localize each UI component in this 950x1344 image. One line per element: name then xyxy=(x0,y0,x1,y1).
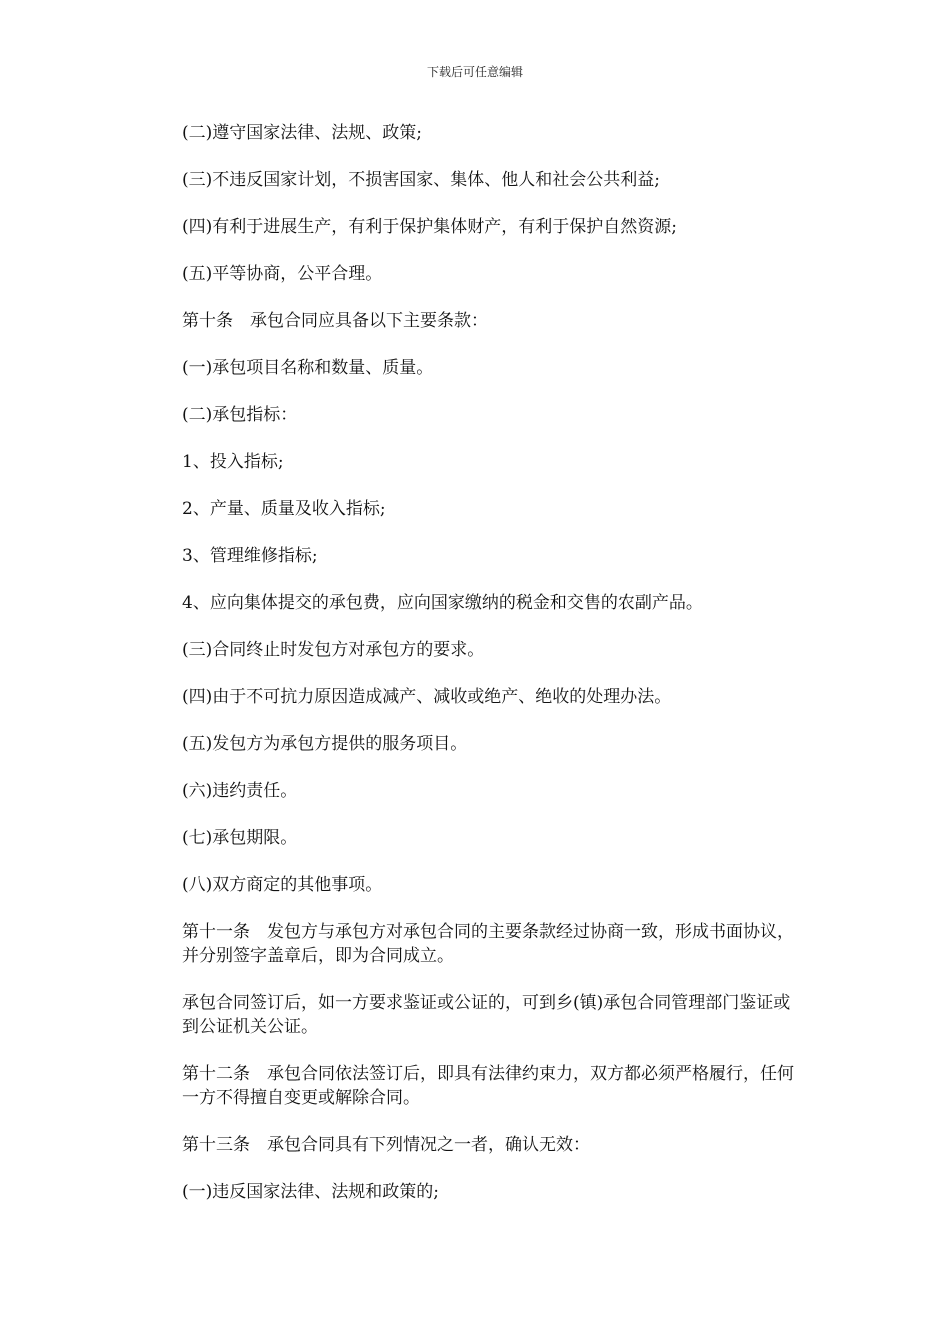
clause-item: (三)不违反国家计划，不损害国家、集体、他人和社会公共利益; xyxy=(182,170,660,190)
article-paragraph: 承包合同签订后，如一方要求鉴证或公证的，可到乡(镇)承包合同管理部门鉴证或到公证机关公证。 xyxy=(182,993,791,1037)
clause-item: (六)违约责任。 xyxy=(182,781,298,801)
sub-item: 4、应向集体提交的承包费，应向国家缴纳的税金和交售的农副产品。 xyxy=(182,593,703,613)
clause-item: (一)承包项目名称和数量、质量。 xyxy=(182,358,434,378)
clause-item: (四)由于不可抗力原因造成减产、减收或绝产、绝收的处理办法。 xyxy=(182,687,672,707)
page-header: 下载后可任意编辑 xyxy=(426,65,523,79)
article-paragraph: 第十一条 发包方与承包方对承包合同的主要条款经过协商一致，形成书面协议，并分别签字盖章后，即为合同成立。 xyxy=(182,922,794,966)
clause-item: (五)平等协商，公平合理。 xyxy=(182,264,383,284)
clause-item: (一)违反国家法律、法规和政策的; xyxy=(182,1182,439,1202)
clause-item: (七)承包期限。 xyxy=(182,828,298,848)
clause-item: (五)发包方为承包方提供的服务项目。 xyxy=(182,734,468,754)
article-heading: 第十三条 承包合同具有下列情况之一者，确认无效： xyxy=(182,1135,590,1155)
clause-item: (四)有利于进展生产，有利于保护集体财产，有利于保护自然资源; xyxy=(182,217,677,237)
document-body xyxy=(182,121,802,1227)
sub-item: 1、投入指标; xyxy=(182,452,284,472)
clause-item: (二)承包指标： xyxy=(182,405,298,425)
article-paragraph: 第十二条 承包合同依法签订后，即具有法律约束力，双方都必须严格履行，任何一方不得擅自变更或解除合同。 xyxy=(182,1064,794,1108)
article-heading: 第十条 承包合同应具备以下主要条款： xyxy=(182,311,488,331)
clause-item: (八)双方商定的其他事项。 xyxy=(182,875,383,895)
sub-item: 2、产量、质量及收入指标; xyxy=(182,499,386,519)
sub-item: 3、管理维修指标; xyxy=(182,546,318,566)
clause-item: (二)遵守国家法律、法规、政策; xyxy=(182,123,422,143)
clause-item: (三)合同终止时发包方对承包方的要求。 xyxy=(182,640,485,660)
